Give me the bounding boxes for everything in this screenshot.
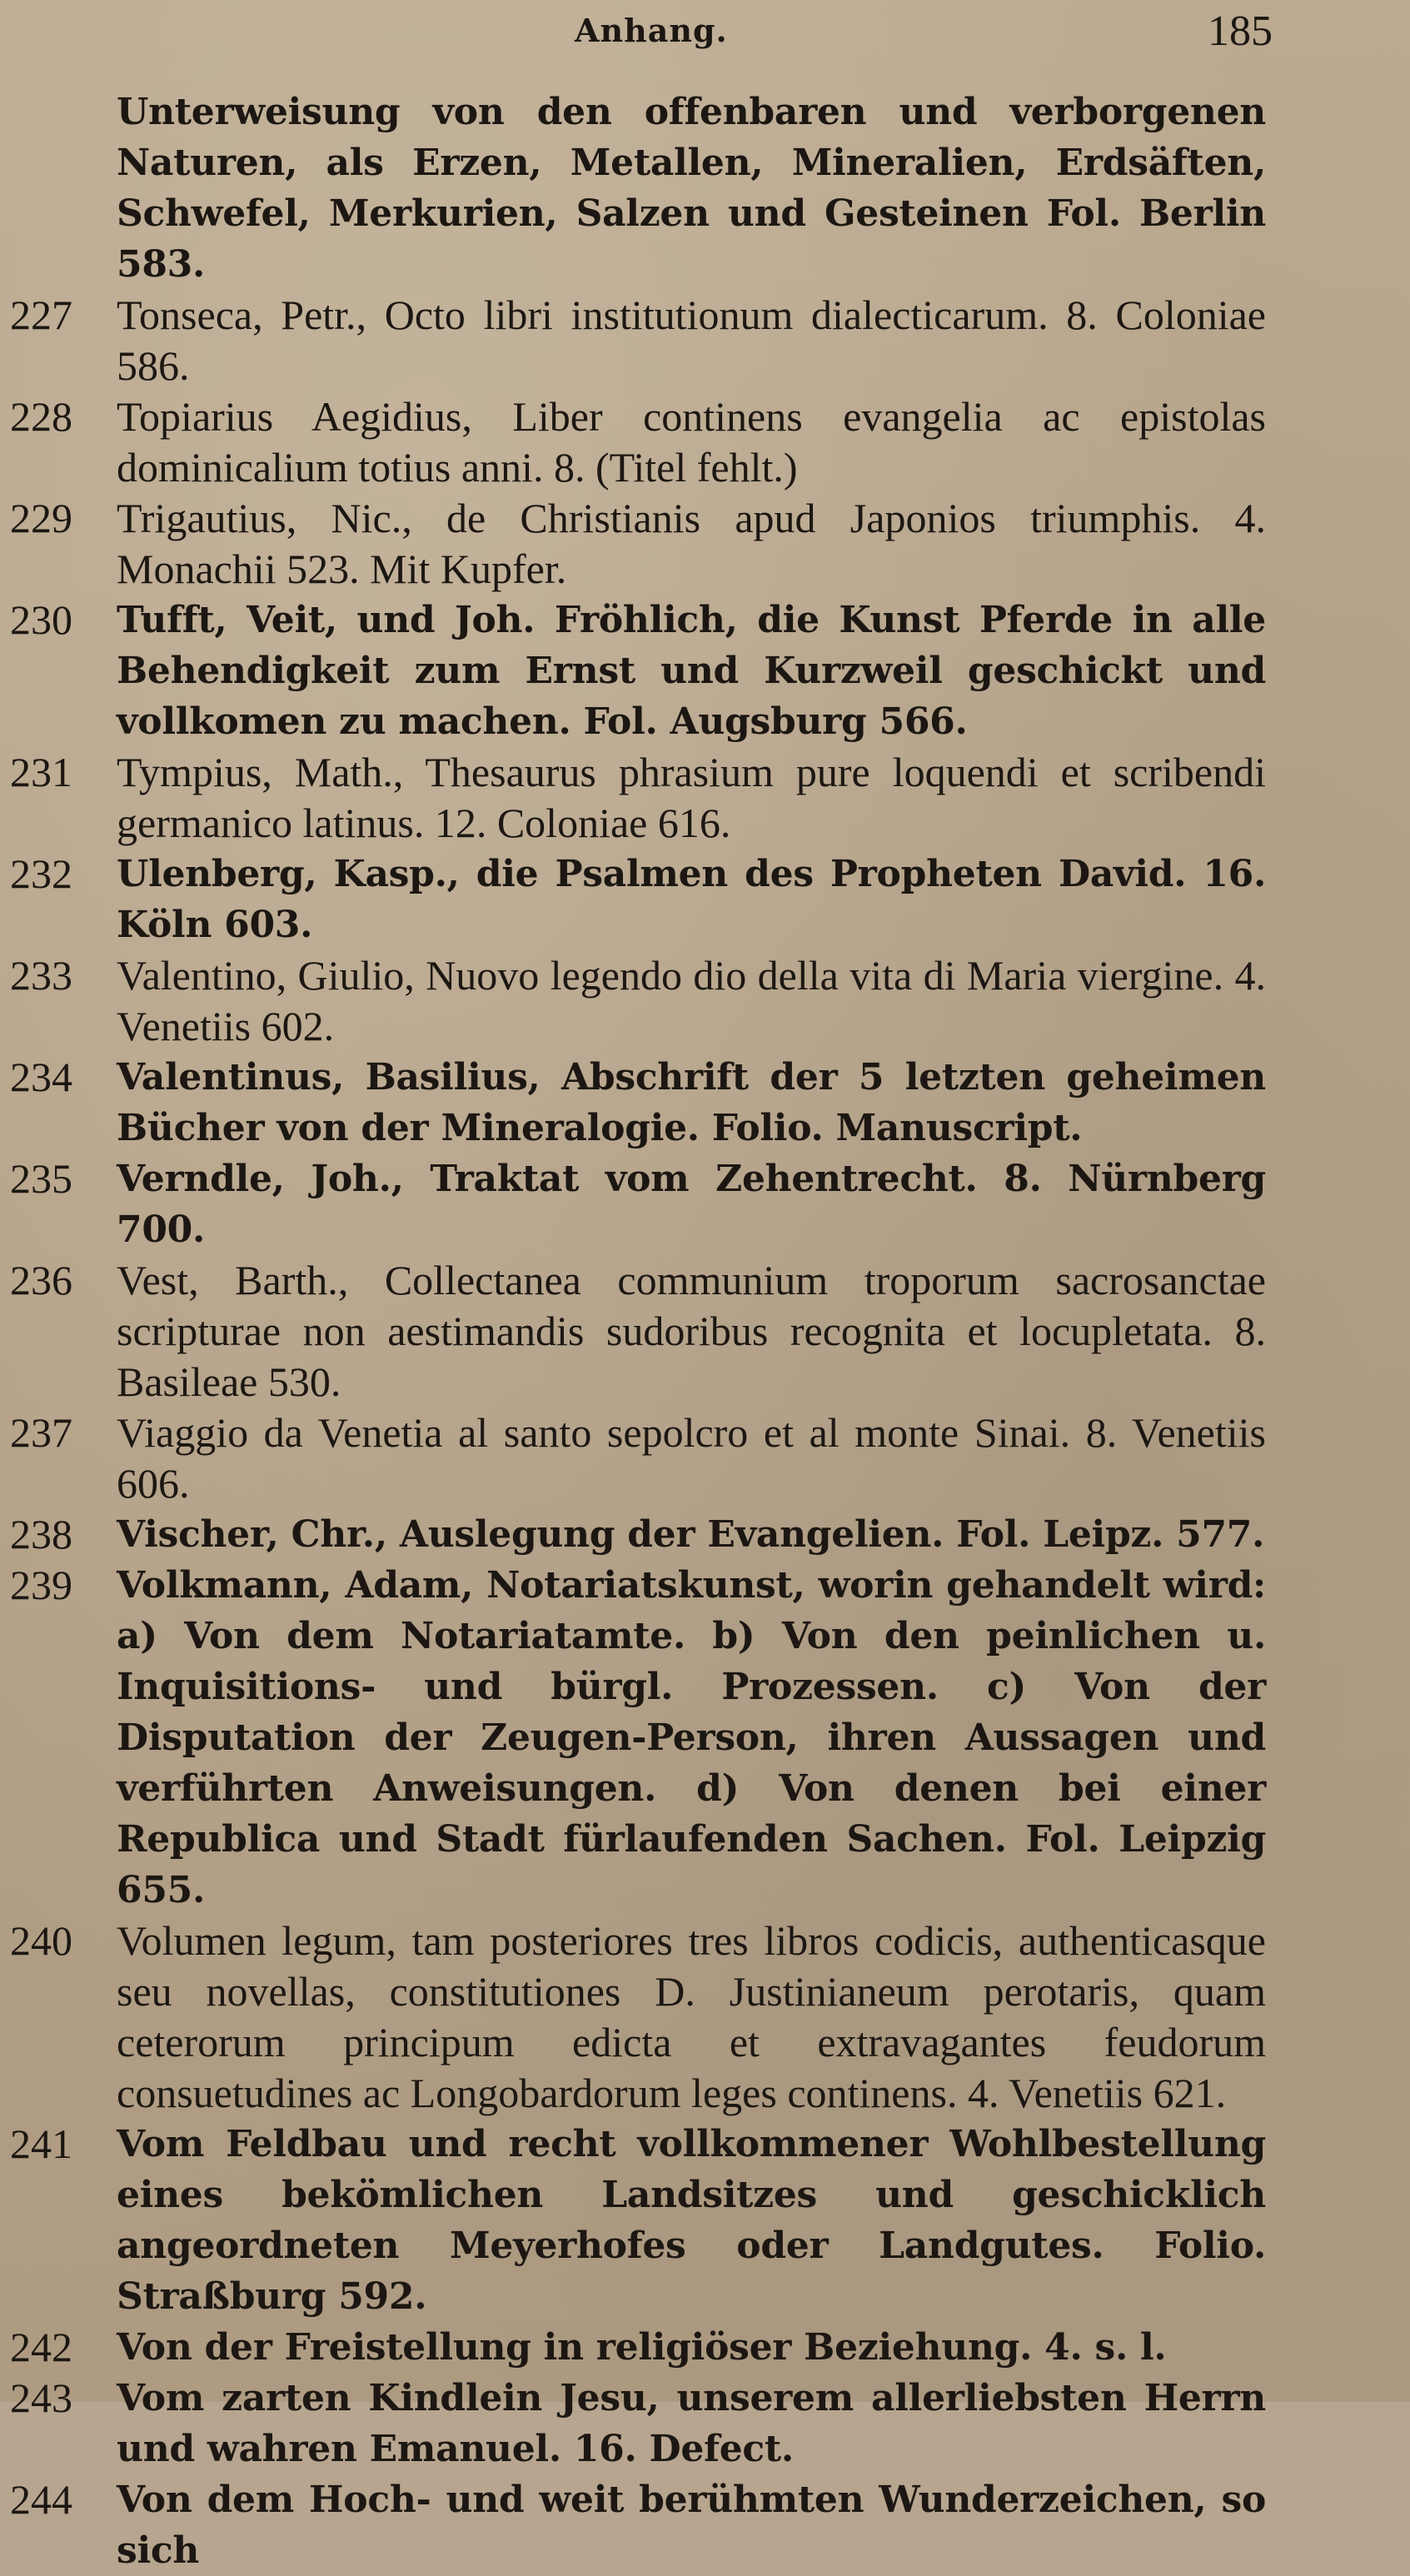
catalog-entry: [0, 1153, 1266, 1255]
entry-text: Von dem Hoch- und weit berühmten Wunderzeichen, so sich: [117, 2479, 1266, 2572]
catalog-entry: [0, 493, 1266, 595]
entry-text: Valentino, Giulio, Nuovo legendo dio della vita di Maria viergine. 4. Venetiis 602.: [117, 952, 1266, 1049]
entry-text: Valentinus, Basilius, Abschrift der 5 letzten geheimen Bücher von der Mineralogie. Folio. Manuscript.: [117, 1056, 1266, 1149]
entry-number: 242: [10, 2324, 72, 2370]
catalog-entry: [0, 391, 1266, 493]
entry-text: Vom zarten Kindlein Jesu, unserem allerliebsten Herrn und wahren Emanuel. 16. Defect.: [117, 2377, 1266, 2470]
entry-text: Volkmann, Adam, Notariatskunst, worin gehandelt wird: a) Von dem Notariatamte. b) Von den peinlichen u. Inquisitions- und bürgl. Prozessen. c) Von der Disputation der Zeugen-Person, ihren Aussagen und verführten Anweisungen. d) Von denen bei einer Republica und Stadt fürlaufenden Sachen. Fol. Leipzig 655.: [117, 1564, 1266, 1911]
entry-text: Verndle, Joh., Traktat vom Zehentrecht. 8. Nürnberg 700.: [117, 1158, 1266, 1251]
entry-number: 240: [10, 1917, 72, 1964]
entry-number: 244: [10, 2476, 72, 2523]
catalog-entry: [0, 87, 1266, 290]
catalog-entry: [0, 2322, 1266, 2373]
entry-number: 237: [10, 1409, 72, 1456]
entry-number: 233: [10, 952, 72, 999]
entry-text: Tufft, Veit, und Joh. Fröhlich, die Kunst Pferde in alle Behendigkeit zum Ernst und Kurzweil geschickt und vollkomen zu machen. Fol. Augsburg 566.: [117, 599, 1266, 743]
running-title: Anhang.: [575, 12, 728, 49]
entry-text: Vom Feldbau und recht vollkommener Wohlbestellung eines bekömlichen Landsitzes und geschicklich angeordneten Meyerhofes oder Landgutes. Folio. Straßburg 592.: [117, 2123, 1266, 2318]
catalog-entry: [0, 1916, 1266, 2119]
entry-text: Volumen legum, tam posteriores tres libros codicis, authenticasque seu novellas, constitutiones D. Justinianeum perotaris, quam ceterorum principum edicta et extravagantes feudorum consuetudines ac Longobardorum leges continens. 4. Venetiis 621.: [117, 1917, 1266, 2116]
catalog-entry: [0, 2474, 1266, 2576]
catalog-entry: [0, 1052, 1266, 1153]
page-number: 185: [1208, 7, 1273, 55]
catalog-entry: [0, 595, 1266, 747]
entry-number: 238: [10, 1511, 72, 1557]
entry-number: 234: [10, 1054, 72, 1100]
entry-text: Trigautius, Nic., de Christianis apud Japonios triumphis. 4. Monachii 523. Mit Kupfer.: [117, 495, 1266, 592]
catalog-entry: [0, 2119, 1266, 2322]
catalog-entry: [0, 1509, 1266, 1560]
catalog-entry: [0, 849, 1266, 950]
entry-number: 230: [10, 596, 72, 643]
entry-number: 241: [10, 2120, 72, 2167]
entry-number: 232: [10, 850, 72, 897]
entry-number: 227: [10, 291, 72, 338]
entry-text: Vischer, Chr., Auslegung der Evangelien. Fol. Leipz. 577.: [117, 1513, 1265, 1556]
catalog-entry: [0, 290, 1266, 391]
entry-text: Tympius, Math., Thesaurus phrasium pure loquendi et scribendi germanico latinus. 12. Coloniae 616.: [117, 749, 1266, 846]
entry-number: 243: [10, 2374, 72, 2421]
entry-text: Viaggio da Venetia al santo sepolcro et al monte Sinai. 8. Venetiis 606.: [117, 1409, 1266, 1507]
catalog-entry: [0, 1255, 1266, 1408]
entry-text: Topiarius Aegidius, Liber continens evangelia ac epistolas dominicalium totius anni. 8. (Titel fehlt.): [117, 393, 1266, 491]
entry-text: Von der Freistellung in religiöser Beziehung. 4. s. l.: [117, 2326, 1167, 2369]
catalog-entry: [0, 2373, 1266, 2474]
entry-text: Ulenberg, Kasp., die Psalmen des Propheten David. 16. Köln 603.: [117, 853, 1266, 946]
catalog-entry: [0, 1408, 1266, 1509]
entry-number: 236: [10, 1257, 72, 1303]
entry-number: 235: [10, 1155, 72, 1202]
running-head: [0, 7, 1410, 65]
catalog-entry: [0, 747, 1266, 849]
entry-text: Vest, Barth., Collectanea communium troporum sacrosanctae scripturae non aestimandis sudoribus recognita et locupletata. 8. Basileae 530.: [117, 1257, 1266, 1405]
entry-text: Tonseca, Petr., Octo libri institutionum dialecticarum. 8. Coloniae 586.: [117, 291, 1266, 389]
entry-number: 228: [10, 393, 72, 440]
entry-number: 231: [10, 749, 72, 795]
catalog-entries: [0, 87, 1410, 2576]
entry-number: 239: [10, 1562, 72, 1608]
catalog-entry: [0, 1560, 1266, 1916]
catalog-entry: [0, 950, 1266, 1052]
entry-text: Unterweisung von den offenbaren und verborgenen Naturen, als Erzen, Metallen, Mineralien, Erdsäften, Schwefel, Merkurien, Salzen und Gesteinen Fol. Berlin 583.: [117, 91, 1266, 286]
entry-number: 229: [10, 495, 72, 541]
